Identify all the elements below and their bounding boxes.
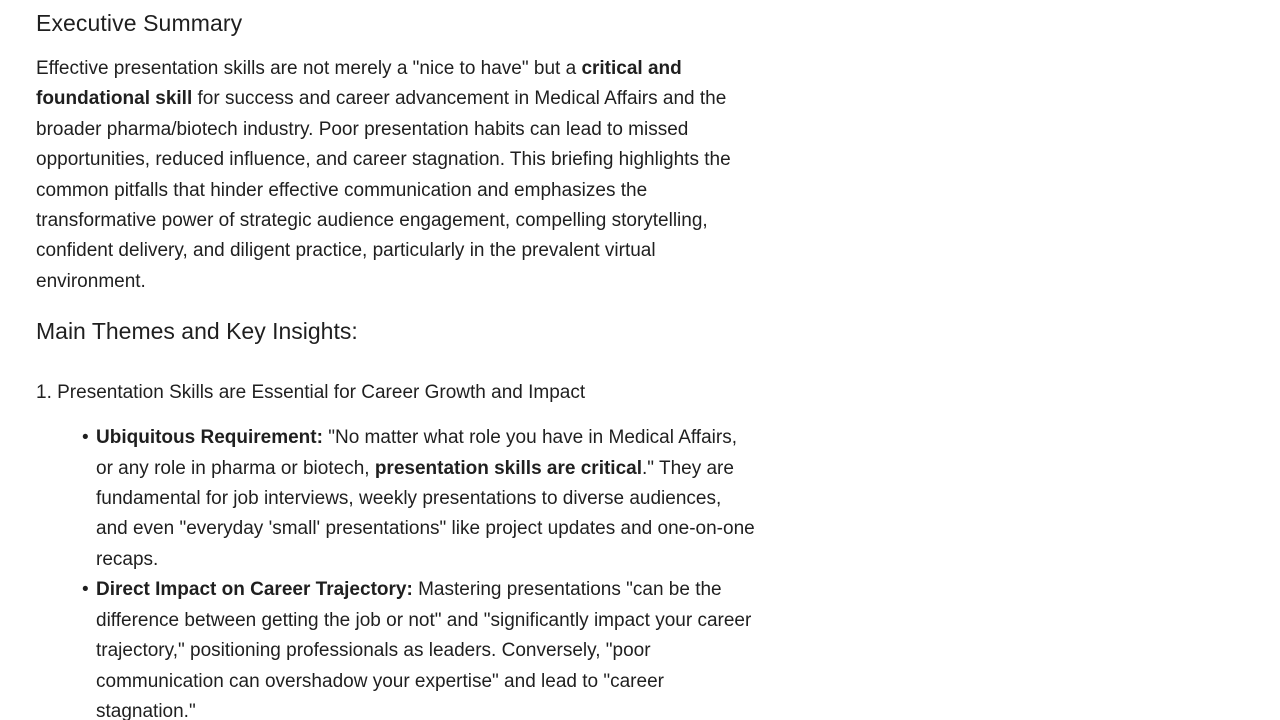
bullet-list <box>36 423 756 720</box>
summary-bold-text: critical and foundational skill <box>36 58 682 110</box>
document <box>36 0 756 720</box>
section-1-title: 1. Presentation Skills are Essential for Career Growth and Impact <box>36 382 586 404</box>
bullet-marker: • <box>82 579 89 601</box>
executive-summary-paragraph <box>36 54 751 297</box>
bullet-label: Direct Impact on Career Trajectory: <box>96 579 413 601</box>
list-item <box>82 575 756 720</box>
main-themes-heading: Main Themes and Key Insights: <box>36 318 358 345</box>
bullet-bold-text: presentation skills are critical <box>374 457 642 479</box>
bullet-text: ." They are fundamental for job interviews, weekly presentations to diverse audiences, and even "everyday 'small' presentations" like project updates and one-on-one recaps. <box>96 457 755 570</box>
bullet-text: "No matter what role you have in Medical Affairs, or any role in pharma or biotech, <box>96 427 737 479</box>
summary-text-2: for success and career advancement in Medical Affairs and the broader pharma/biotech industry. Poor presentation habits can lead to missed opportunities, reduced influence, and career stagnation. This briefing highlights the common pitfalls that hinder effective communication and emphasizes the transformative power of strategic audience engagement, compelling storytelling, confident delivery, and diligent practice, particularly in the prevalent virtual environment. <box>36 88 731 292</box>
bullet-marker: • <box>82 427 89 449</box>
executive-summary-heading: Executive Summary <box>36 10 243 36</box>
bullet-label: Ubiquitous Requirement: <box>96 427 323 449</box>
list-item <box>82 423 756 575</box>
summary-text-1: Effective presentation skills are not merely a "nice to have" but a <box>36 58 582 79</box>
bullet-text: Mastering presentations "can be the difference between getting the job or not" and "significantly impact your career trajectory," positioning professionals as leaders. Conversely, "poor communication can overshadow your expertise" and lead to "career stagnation." <box>96 579 752 720</box>
